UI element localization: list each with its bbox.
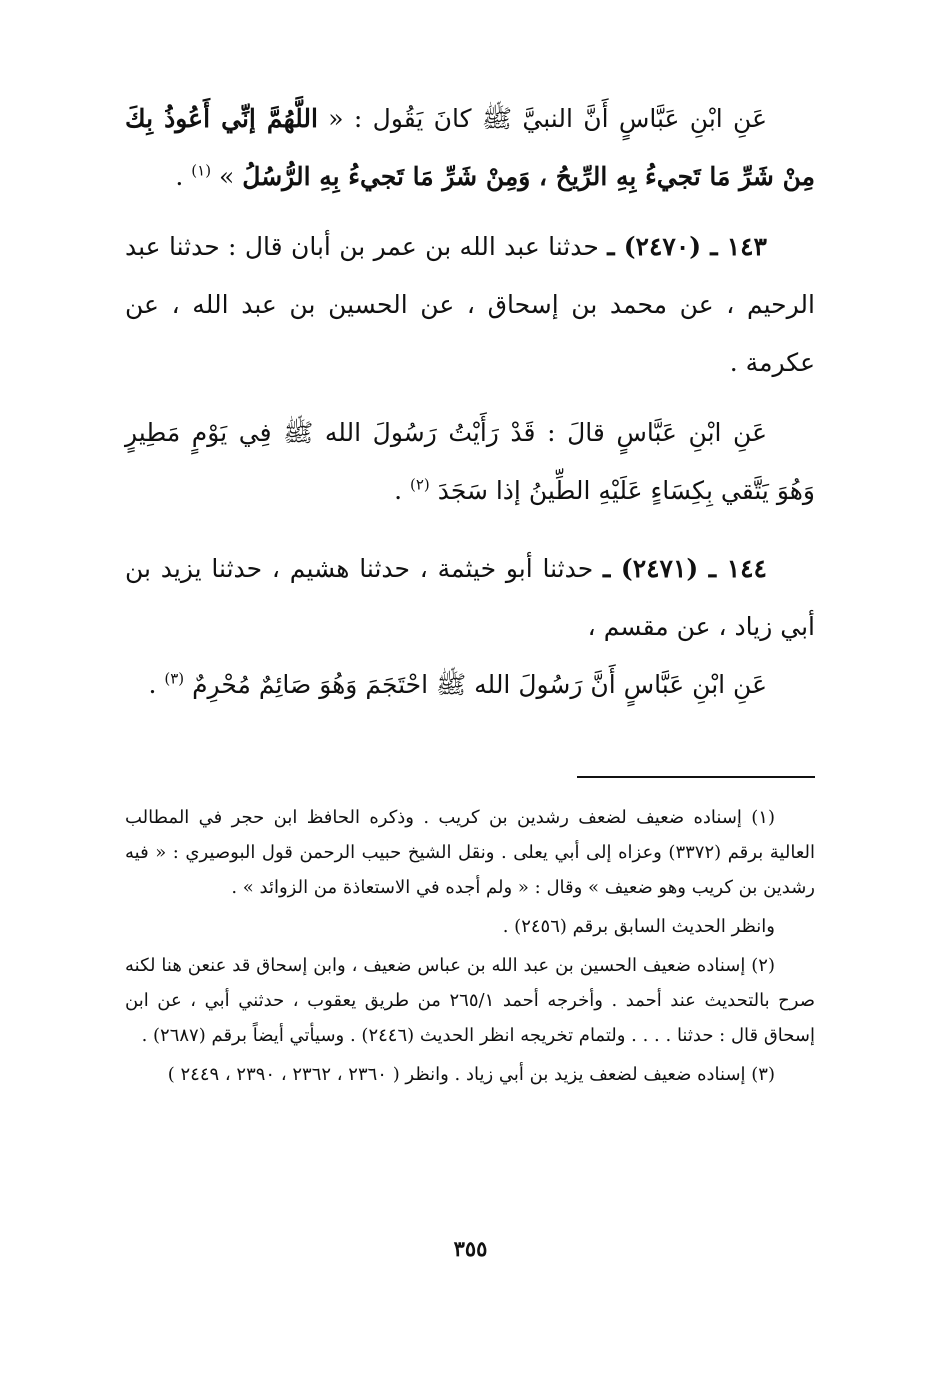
footnote-separator (577, 776, 815, 778)
hadith-143-end: . (394, 476, 410, 505)
footnotes (125, 800, 815, 1096)
main-text (125, 90, 815, 714)
hadith-144-body: عَنِ ابْنِ عَبَّاسٍ أَنَّ رَسُولَ الله ﷺ احْتَجَمَ وَهُوَ صَائِمٌ مُحْرِمٌ (184, 670, 767, 699)
isnad-144-number: ١٤٤ ـ (٢٤٧١) ـ (602, 554, 767, 583)
footnote-1-see-also: وانظر الحديث السابق برقم (٢٤٥٦) . (502, 916, 775, 937)
hadith-142-end: . (175, 162, 192, 191)
isnad-144 (125, 540, 815, 656)
hadith-143-text (125, 404, 815, 520)
hadith-142-text (125, 90, 815, 206)
hadith-144-text (125, 656, 815, 714)
footnote-ref-2: (٢) (409, 475, 430, 494)
hadith-142-close: » (211, 162, 243, 191)
isnad-143-text: حدثنا عبد الله بن عمر بن أبان قال : حدثنا عبد الرحيم ، عن محمد بن إسحاق ، عن الحسين بن عبد الله ، عن عكرمة . (125, 232, 815, 377)
footnote-2: (٢) إسناده ضعيف الحسين بن عبد الله بن عباس ضعيف ، وابن إسحاق قد عنعن هنا لكنه صرح بالتحديث عند أحمد . وأخرجه أحمد ٢٦٥/١ من طريق يعقوب ، حدثني أبي ، عن ابن إسحاق قال : حدثنا . . . . ولتمام تخريجه انظر الحديث (٢٤٤٦) . وسيأتي أيضاً برقم (٢٦٨٧) . (125, 955, 816, 1046)
hadith-144-end: . (148, 670, 165, 699)
isnad-143-number: ١٤٣ ـ (٢٤٧٠) ـ (607, 232, 767, 261)
isnad-144-text: حدثنا أبو خيثمة ، حدثنا هشيم ، حدثنا يزيد بن أبي زياد ، عن مقسم ، (125, 554, 815, 641)
page-number: ٣٥٥ (453, 1236, 488, 1261)
footnote-1: (١) إسناده ضعيف لضعف رشدين بن كريب . وذكره الحافظ ابن حجر في المطالب العالية برقم (٣٣٧٢) وعزاه إلى أبي يعلى . ونقل الشيخ حبيب الرحمن قول البوصيري : « فيه رشدين بن كريب وهو ضعيف » وقال : « ولم أجده في الاستعاذة من الزوائد » . (125, 807, 815, 898)
footnote-ref-1: (١) (191, 161, 212, 180)
footnote-3: (٣) إسناده ضعيف لضعف يزيد بن أبي زياد . وانظر ( ٢٣٦٠ ، ٢٣٦٢ ، ٢٣٩٠ ، ٢٤٤٩ ) (167, 1064, 775, 1085)
footnote-ref-3: (٣) (164, 669, 185, 688)
isnad-143 (125, 218, 815, 392)
hadith-143-body: عَنِ ابْنِ عَبَّاسٍ قالَ : قَدْ رَأَيْتُ رَسُولَ الله ﷺ فِي يَوْمٍ مَطِيرٍ وَهُوَ يَتَّقي بِكِسَاءٍ عَلَيْهِ الطِّينُ إذا سَجَدَ (125, 418, 815, 505)
hadith-142-quote: اللَّهُمَّ إنِّي أَعُوذُ بِكَ مِنْ شَرِّ مَا تَجيءُ بِهِ الرِّيحُ ، وَمِنْ شَرِّ مَا تَجيءُ بِهِ الرُّسُلُ (125, 104, 815, 191)
hadith-142-intro: عَنِ ابْنِ عَبَّاسٍ أَنَّ النبيَّ ﷺ كانَ يَقُول : « (317, 104, 767, 133)
